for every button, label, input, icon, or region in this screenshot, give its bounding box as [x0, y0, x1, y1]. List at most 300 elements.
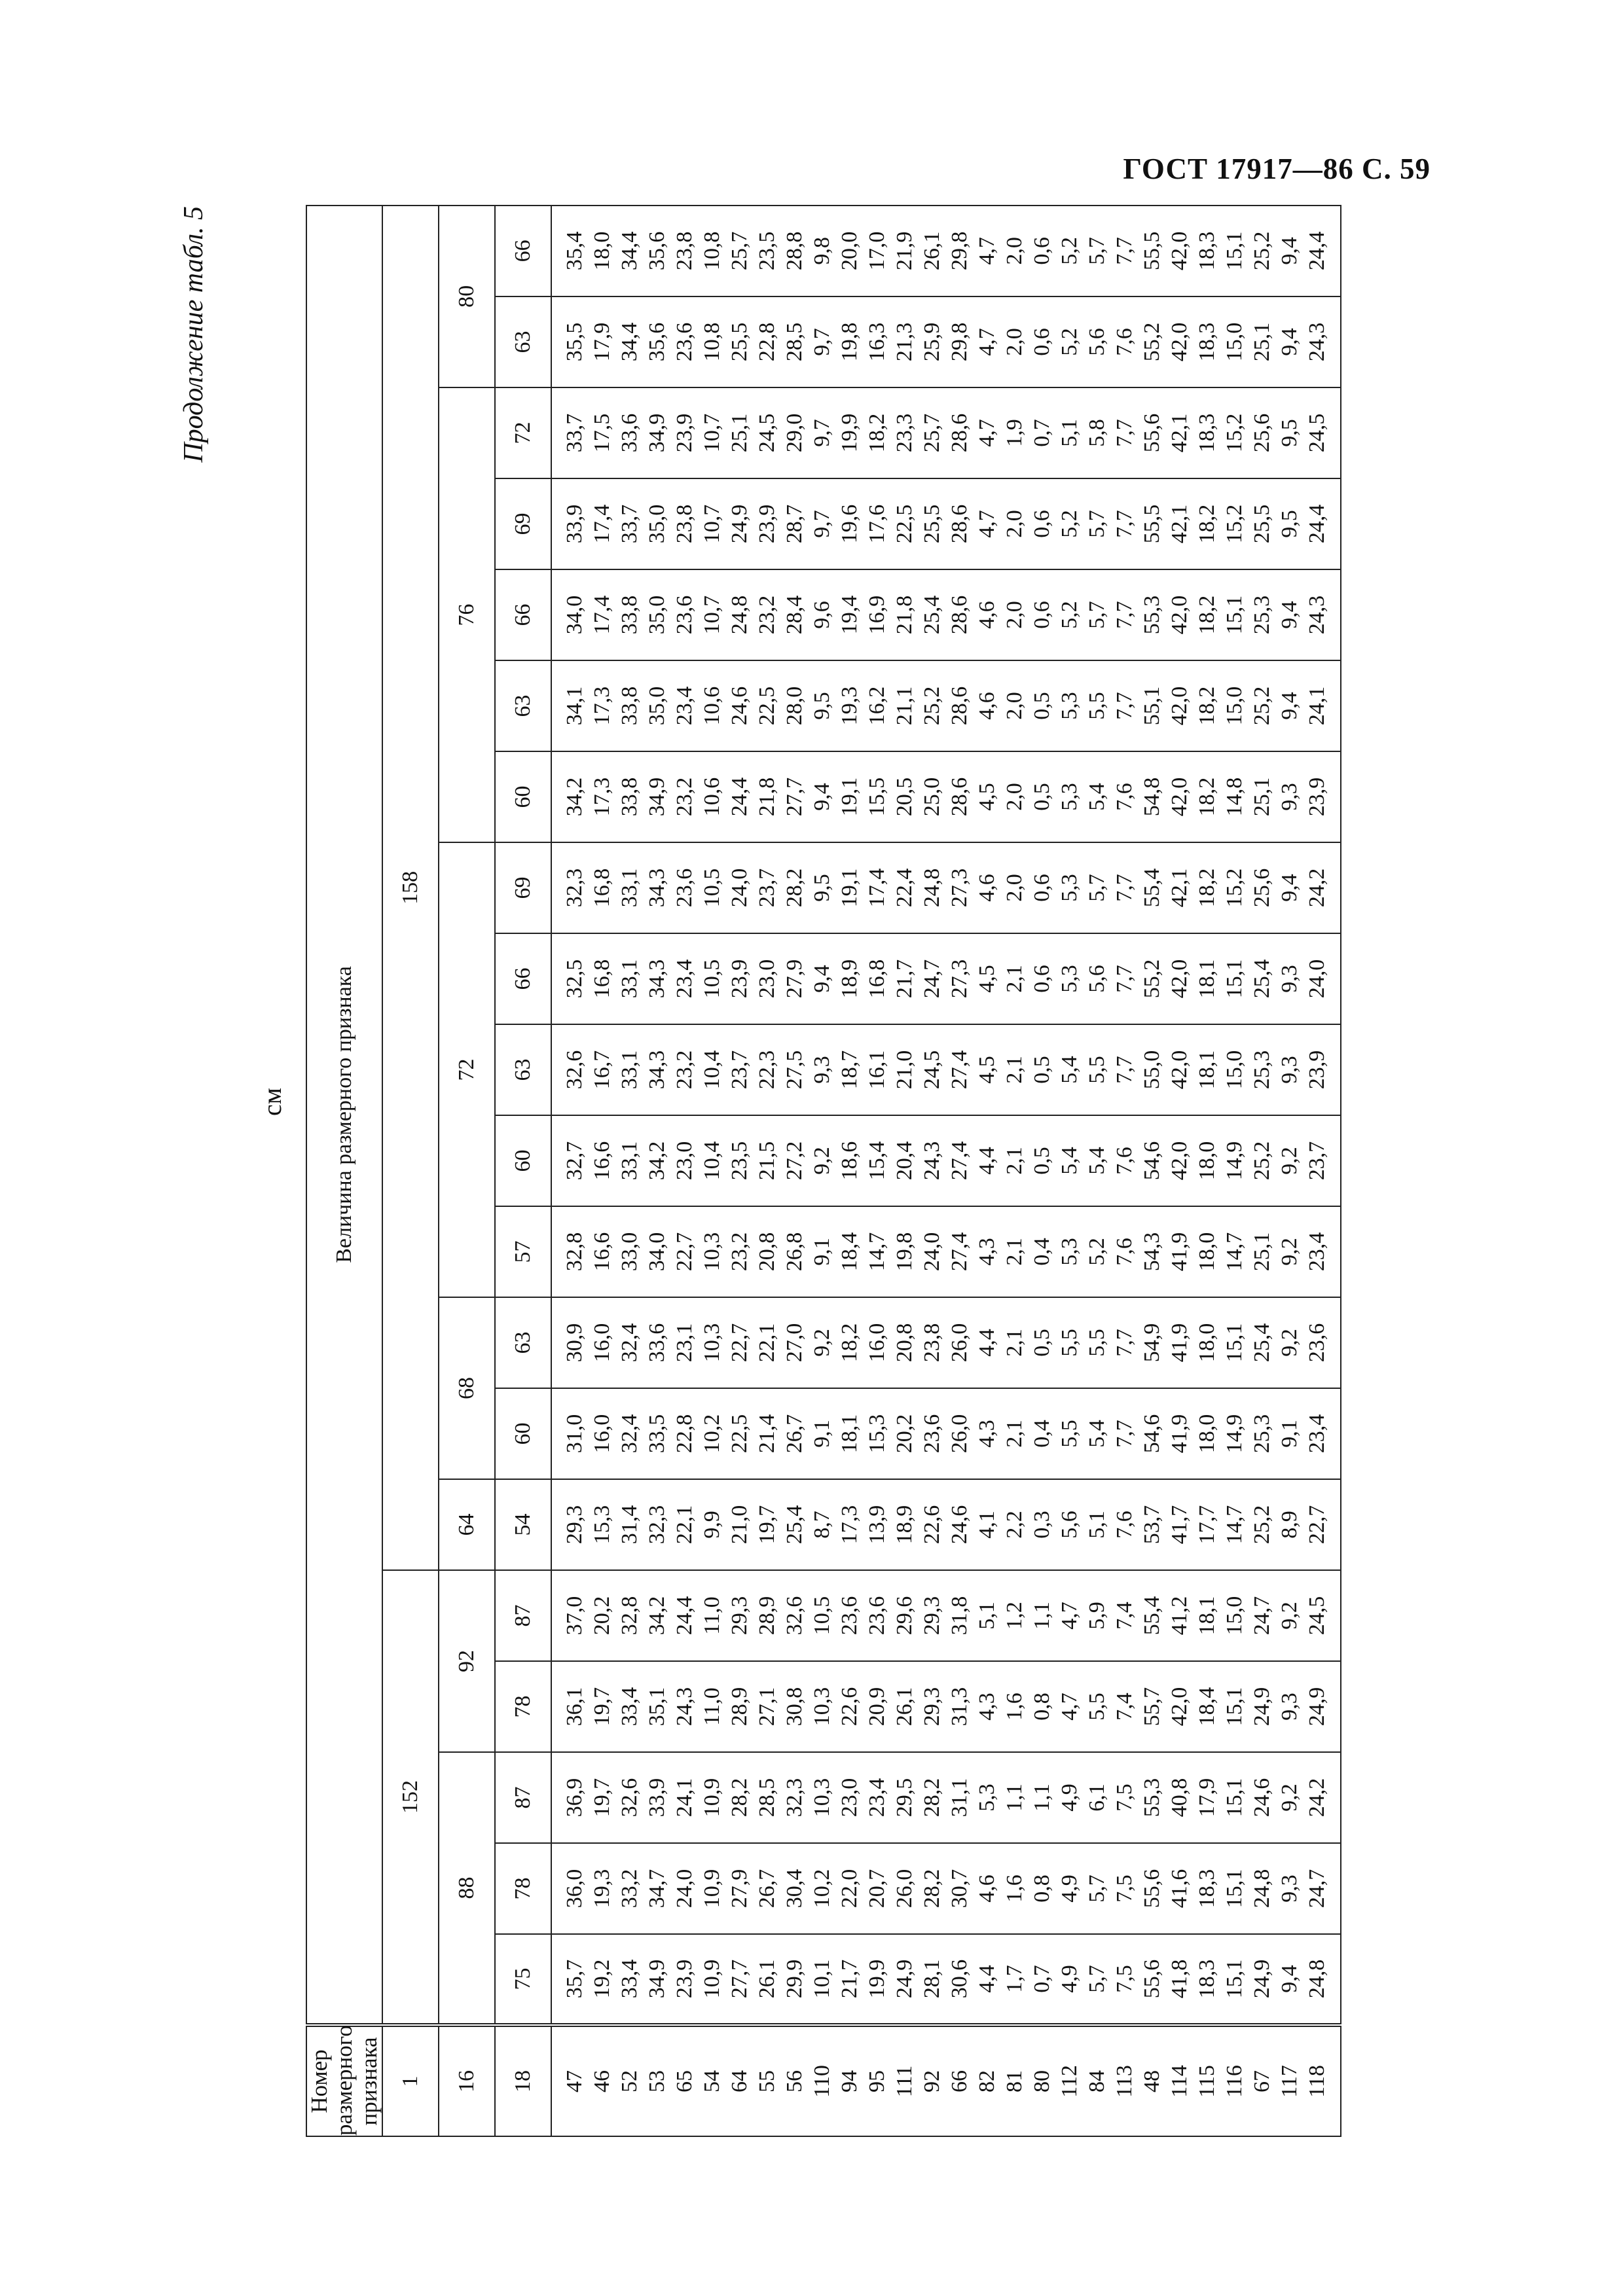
- value-cell: 22,8: [754, 296, 781, 387]
- value-cell: 9,9: [699, 1479, 726, 1570]
- value-cell: 9,3: [1276, 1661, 1304, 1752]
- value-cell: 5,7: [1084, 569, 1111, 660]
- value-cell: 23,5: [754, 206, 781, 296]
- value-cell: 25,4: [1249, 1297, 1276, 1388]
- value-cell: 4,4: [974, 1115, 1001, 1206]
- value-cell: 7,4: [1111, 1570, 1139, 1661]
- feature-number-cell: 117: [1276, 2025, 1304, 2136]
- value-cell: 34,4: [616, 206, 644, 296]
- value-cell: 0,5: [1029, 660, 1056, 751]
- value-cell: 25,7: [919, 387, 946, 478]
- value-cell: 15,2: [1221, 478, 1249, 569]
- feature-number-cell: 56: [781, 2025, 809, 2136]
- value-cell: 28,6: [946, 569, 974, 660]
- value-cell: 7,6: [1111, 1479, 1139, 1570]
- value-cell: 28,9: [726, 1661, 754, 1752]
- value-cell: 55,3: [1139, 1752, 1166, 1843]
- value-cell: 20,4: [891, 1115, 919, 1206]
- value-cell: 22,1: [754, 1297, 781, 1388]
- value-cell: 25,9: [919, 296, 946, 387]
- value-cell: 18,3: [1194, 387, 1221, 478]
- feature-number-cell: 55: [754, 2025, 781, 2136]
- value-cell: 4,6: [974, 569, 1001, 660]
- value-cell: 5,3: [1056, 751, 1084, 842]
- value-cell: 15,0: [1221, 1024, 1249, 1115]
- value-cell: 34,0: [644, 1206, 671, 1297]
- value-cell: 7,6: [1111, 296, 1139, 387]
- value-cell: 5,7: [1084, 1934, 1111, 2025]
- value-cell: 19,2: [589, 1934, 616, 2025]
- value-cell: 28,2: [919, 1752, 946, 1843]
- value-cell: 23,6: [919, 1388, 946, 1479]
- value-cell: 7,6: [1111, 1115, 1139, 1206]
- value-cell: 35,0: [644, 478, 671, 569]
- value-cell: 0,6: [1029, 569, 1056, 660]
- value-cell: 13,9: [864, 1479, 891, 1570]
- value-cell: 23,7: [1304, 1115, 1341, 1206]
- value-cell: 9,6: [809, 569, 836, 660]
- value-cell: 31,4: [616, 1479, 644, 1570]
- header-cell: 92: [439, 1570, 495, 1752]
- value-cell: 42,0: [1166, 1661, 1194, 1752]
- value-cell: 32,5: [551, 933, 589, 1024]
- value-cell: 16,2: [864, 660, 891, 751]
- value-cell: 35,7: [551, 1934, 589, 2025]
- value-cell: 5,3: [1056, 842, 1084, 933]
- value-cell: 5,5: [1084, 1661, 1111, 1752]
- value-cell: 4,9: [1056, 1843, 1084, 1934]
- value-cell: 0,6: [1029, 296, 1056, 387]
- value-cell: 18,0: [1194, 1115, 1221, 1206]
- value-cell: 18,0: [589, 206, 616, 296]
- value-cell: 55,4: [1139, 842, 1166, 933]
- value-cell: 18,1: [836, 1388, 864, 1479]
- value-cell: 26,0: [946, 1297, 974, 1388]
- value-cell: 2,0: [1001, 206, 1029, 296]
- value-cell: 15,4: [864, 1115, 891, 1206]
- value-cell: 23,6: [1304, 1297, 1341, 1388]
- value-cell: 10,5: [809, 1570, 836, 1661]
- value-cell: 25,2: [1249, 206, 1276, 296]
- value-cell: 34,2: [644, 1570, 671, 1661]
- header-cell: 78: [495, 1661, 551, 1752]
- value-cell: 9,2: [809, 1297, 836, 1388]
- value-cell: 23,3: [891, 387, 919, 478]
- value-cell: 28,7: [781, 478, 809, 569]
- value-cell: 24,3: [1304, 296, 1341, 387]
- value-cell: 4,5: [974, 933, 1001, 1024]
- value-cell: 22,6: [836, 1661, 864, 1752]
- feature-number-cell: 46: [589, 2025, 616, 2136]
- value-cell: 18,2: [1194, 751, 1221, 842]
- value-cell: 23,4: [671, 660, 699, 751]
- value-cell: 23,6: [864, 1570, 891, 1661]
- value-cell: 4,6: [974, 842, 1001, 933]
- value-cell: 5,6: [1056, 1479, 1084, 1570]
- value-cell: 14,9: [1221, 1115, 1249, 1206]
- table-row: [1139, 206, 1166, 2136]
- measurements-table: [306, 205, 1341, 2137]
- value-cell: 21,7: [891, 933, 919, 1024]
- value-cell: 23,4: [864, 1752, 891, 1843]
- value-cell: 10,1: [809, 1934, 836, 2025]
- value-cell: 35,5: [551, 296, 589, 387]
- value-cell: 22,0: [836, 1843, 864, 1934]
- header-cell: 75: [495, 1934, 551, 2025]
- value-cell: 42,0: [1166, 1024, 1194, 1115]
- value-cell: 16,9: [864, 569, 891, 660]
- value-cell: 4,3: [974, 1206, 1001, 1297]
- value-cell: 0,4: [1029, 1388, 1056, 1479]
- value-cell: 41,8: [1166, 1934, 1194, 2025]
- value-cell: 34,3: [644, 933, 671, 1024]
- value-cell: 0,8: [1029, 1843, 1056, 1934]
- value-cell: 35,4: [551, 206, 589, 296]
- value-cell: 17,9: [589, 296, 616, 387]
- value-cell: 23,0: [671, 1115, 699, 1206]
- value-cell: 41,2: [1166, 1570, 1194, 1661]
- value-cell: 9,4: [1276, 1934, 1304, 2025]
- feature-number-cell: 111: [891, 2025, 919, 2136]
- value-cell: 24,0: [919, 1206, 946, 1297]
- value-cell: 23,0: [754, 933, 781, 1024]
- value-cell: 2,1: [1001, 1024, 1029, 1115]
- value-cell: 4,9: [1056, 1934, 1084, 2025]
- value-cell: 7,5: [1111, 1752, 1139, 1843]
- value-cell: 19,4: [836, 569, 864, 660]
- table-row: [1166, 206, 1194, 2136]
- value-cell: 55,6: [1139, 387, 1166, 478]
- value-cell: 2,0: [1001, 569, 1029, 660]
- value-cell: 41,7: [1166, 1479, 1194, 1570]
- value-cell: 15,3: [864, 1388, 891, 1479]
- value-cell: 24,7: [1249, 1570, 1276, 1661]
- value-cell: 28,5: [781, 296, 809, 387]
- feature-number-cell: 67: [1249, 2025, 1276, 2136]
- feature-number-cell: 115: [1194, 2025, 1221, 2136]
- table-row: [726, 206, 754, 2136]
- value-cell: 5,3: [1056, 1206, 1084, 1297]
- value-cell: 54,6: [1139, 1388, 1166, 1479]
- value-cell: 15,0: [1221, 660, 1249, 751]
- table-row: [1221, 206, 1249, 2136]
- value-cell: 21,0: [726, 1479, 754, 1570]
- value-cell: 9,4: [1276, 842, 1304, 933]
- value-cell: 42,0: [1166, 1115, 1194, 1206]
- header-row-top: [306, 206, 382, 2136]
- value-cell: 9,4: [1276, 206, 1304, 296]
- header-cell: 69: [495, 842, 551, 933]
- value-cell: 22,5: [726, 1388, 754, 1479]
- value-cell: 24,7: [1304, 1843, 1341, 1934]
- value-cell: 20,9: [864, 1661, 891, 1752]
- value-cell: 9,5: [1276, 387, 1304, 478]
- value-cell: 2,0: [1001, 296, 1029, 387]
- value-cell: 0,7: [1029, 387, 1056, 478]
- value-cell: 9,1: [809, 1206, 836, 1297]
- value-cell: 30,7: [946, 1843, 974, 1934]
- value-cell: 21,7: [836, 1934, 864, 2025]
- value-cell: 30,4: [781, 1843, 809, 1934]
- header-row-1: [382, 206, 439, 2136]
- value-cell: 42,1: [1166, 842, 1194, 933]
- value-cell: 2,0: [1001, 660, 1029, 751]
- value-cell: 8,7: [809, 1479, 836, 1570]
- value-cell: 23,1: [671, 1297, 699, 1388]
- value-cell: 16,8: [864, 933, 891, 1024]
- value-cell: 10,2: [809, 1843, 836, 1934]
- value-cell: 1,1: [1029, 1752, 1056, 1843]
- value-cell: 4,7: [974, 296, 1001, 387]
- table-row: [1084, 206, 1111, 2136]
- header-cell: 72: [495, 387, 551, 478]
- value-cell: 23,6: [671, 842, 699, 933]
- value-cell: 15,5: [864, 751, 891, 842]
- header-row-3: [495, 206, 551, 2136]
- value-cell: 18,0: [1194, 1388, 1221, 1479]
- value-cell: 16,3: [864, 296, 891, 387]
- value-cell: 17,4: [864, 842, 891, 933]
- value-cell: 15,2: [1221, 387, 1249, 478]
- value-cell: 55,6: [1139, 1934, 1166, 2025]
- value-cell: 15,2: [1221, 842, 1249, 933]
- value-cell: 19,9: [864, 1934, 891, 2025]
- value-cell: 2,2: [1001, 1479, 1029, 1570]
- value-cell: 31,0: [551, 1388, 589, 1479]
- value-cell: 9,7: [809, 387, 836, 478]
- value-cell: 23,8: [671, 206, 699, 296]
- value-cell: 22,7: [671, 1206, 699, 1297]
- value-cell: 32,7: [551, 1115, 589, 1206]
- value-cell: 29,3: [919, 1661, 946, 1752]
- value-cell: 17,4: [589, 478, 616, 569]
- value-cell: 4,6: [974, 1843, 1001, 1934]
- value-cell: 24,9: [1249, 1934, 1276, 2025]
- value-cell: 55,7: [1139, 1661, 1166, 1752]
- value-cell: 9,7: [809, 296, 836, 387]
- value-cell: 5,3: [974, 1752, 1001, 1843]
- value-cell: 24,8: [1304, 1934, 1341, 2025]
- value-cell: 4,7: [974, 478, 1001, 569]
- value-cell: 35,1: [644, 1661, 671, 1752]
- value-cell: 10,8: [699, 296, 726, 387]
- value-cell: 17,4: [589, 569, 616, 660]
- value-cell: 9,3: [1276, 933, 1304, 1024]
- value-cell: 19,8: [891, 1206, 919, 1297]
- value-cell: 18,3: [1194, 206, 1221, 296]
- value-cell: 11,0: [699, 1661, 726, 1752]
- value-cell: 23,6: [671, 296, 699, 387]
- value-cell: 33,5: [644, 1388, 671, 1479]
- header-cell: 57: [495, 1206, 551, 1297]
- value-cell: 25,5: [726, 296, 754, 387]
- value-cell: 42,0: [1166, 569, 1194, 660]
- value-cell: 33,1: [616, 933, 644, 1024]
- value-cell: 27,7: [781, 751, 809, 842]
- value-cell: 25,4: [781, 1479, 809, 1570]
- value-cell: 1,9: [1001, 387, 1029, 478]
- value-cell: 10,5: [699, 933, 726, 1024]
- table-row: [919, 206, 946, 2136]
- table-row: [1001, 206, 1029, 2136]
- value-cell: 27,4: [946, 1206, 974, 1297]
- value-cell: 25,1: [1249, 1206, 1276, 1297]
- value-cell: 18,3: [1194, 1934, 1221, 2025]
- value-cell: 34,2: [551, 751, 589, 842]
- feature-number-cell: 113: [1111, 2025, 1139, 2136]
- value-cell: 24,0: [1304, 933, 1341, 1024]
- value-cell: 55,2: [1139, 296, 1166, 387]
- value-cell: 34,9: [644, 1934, 671, 2025]
- value-cell: 4,4: [974, 1934, 1001, 2025]
- value-cell: 33,1: [616, 1024, 644, 1115]
- header-cell: 60: [495, 751, 551, 842]
- value-cell: 16,7: [589, 1024, 616, 1115]
- header-cell: 152: [382, 1570, 439, 2025]
- value-cell: 6,1: [1084, 1752, 1111, 1843]
- value-cell: 33,4: [616, 1934, 644, 2025]
- value-cell: 24,0: [726, 842, 754, 933]
- value-cell: 5,4: [1084, 1388, 1111, 1479]
- value-cell: 4,7: [974, 387, 1001, 478]
- value-cell: 7,7: [1111, 1024, 1139, 1115]
- value-cell: 24,1: [1304, 660, 1341, 751]
- value-cell: 10,2: [699, 1388, 726, 1479]
- value-cell: 1,1: [1001, 1752, 1029, 1843]
- value-cell: 25,4: [1249, 933, 1276, 1024]
- value-cell: 27,3: [946, 933, 974, 1024]
- feature-value-header: Величина размерного признака: [306, 206, 382, 2025]
- feature-number-cell: 110: [809, 2025, 836, 2136]
- value-cell: 20,8: [754, 1206, 781, 1297]
- value-cell: 15,1: [1221, 1661, 1249, 1752]
- value-cell: 24,6: [726, 660, 754, 751]
- value-cell: 29,6: [891, 1570, 919, 1661]
- value-cell: 33,1: [616, 1115, 644, 1206]
- value-cell: 5,8: [1084, 387, 1111, 478]
- value-cell: 0,6: [1029, 206, 1056, 296]
- value-cell: 17,3: [589, 660, 616, 751]
- value-cell: 23,8: [919, 1297, 946, 1388]
- value-cell: 0,6: [1029, 478, 1056, 569]
- value-cell: 9,2: [1276, 1570, 1304, 1661]
- table-row: [809, 206, 836, 2136]
- value-cell: 23,8: [671, 478, 699, 569]
- value-cell: 18,2: [864, 387, 891, 478]
- value-cell: 33,4: [616, 1661, 644, 1752]
- value-cell: 15,3: [589, 1479, 616, 1570]
- value-cell: 24,3: [671, 1661, 699, 1752]
- table-row: [699, 206, 726, 2136]
- value-cell: 26,0: [891, 1843, 919, 1934]
- value-cell: 10,6: [699, 660, 726, 751]
- feature-number-cell: 112: [1056, 2025, 1084, 2136]
- value-cell: 34,1: [551, 660, 589, 751]
- value-cell: 18,2: [1194, 842, 1221, 933]
- value-cell: 4,7: [1056, 1661, 1084, 1752]
- value-cell: 21,9: [891, 206, 919, 296]
- value-cell: 34,3: [644, 842, 671, 933]
- value-cell: 7,6: [1111, 751, 1139, 842]
- value-cell: 37,0: [551, 1570, 589, 1661]
- value-cell: 35,0: [644, 569, 671, 660]
- value-cell: 7,7: [1111, 1297, 1139, 1388]
- value-cell: 27,4: [946, 1024, 974, 1115]
- table-row: [616, 206, 644, 2136]
- value-cell: 21,8: [754, 751, 781, 842]
- value-cell: 7,7: [1111, 569, 1139, 660]
- value-cell: 53,7: [1139, 1479, 1166, 1570]
- value-cell: 7,4: [1111, 1661, 1139, 1752]
- value-cell: 27,4: [946, 1115, 974, 1206]
- value-cell: 5,7: [1084, 478, 1111, 569]
- value-cell: 5,2: [1056, 478, 1084, 569]
- value-cell: 5,5: [1056, 1388, 1084, 1479]
- header-cell: 60: [495, 1115, 551, 1206]
- value-cell: 28,6: [946, 387, 974, 478]
- value-cell: 25,1: [1249, 751, 1276, 842]
- feature-number-cell: 80: [1029, 2025, 1056, 2136]
- table-row: [1029, 206, 1056, 2136]
- feature-number-cell: 84: [1084, 2025, 1111, 2136]
- value-cell: 27,9: [781, 933, 809, 1024]
- value-cell: 28,1: [919, 1934, 946, 2025]
- value-cell: 41,9: [1166, 1206, 1194, 1297]
- value-cell: 9,4: [809, 933, 836, 1024]
- value-cell: 14,8: [1221, 751, 1249, 842]
- value-cell: 23,0: [836, 1752, 864, 1843]
- value-cell: 27,7: [726, 1934, 754, 2025]
- value-cell: 9,4: [1276, 569, 1304, 660]
- value-cell: 23,5: [726, 1115, 754, 1206]
- value-cell: 42,0: [1166, 296, 1194, 387]
- value-cell: 18,2: [1194, 569, 1221, 660]
- value-cell: 24,9: [726, 478, 754, 569]
- table-row: [1304, 206, 1341, 2136]
- value-cell: 4,5: [974, 1024, 1001, 1115]
- value-cell: 25,3: [1249, 1388, 1276, 1479]
- value-cell: 0,5: [1029, 751, 1056, 842]
- value-cell: 23,9: [1304, 751, 1341, 842]
- value-cell: 4,9: [1056, 1752, 1084, 1843]
- value-cell: 27,5: [781, 1024, 809, 1115]
- value-cell: 29,0: [781, 387, 809, 478]
- feature-number-cell: 64: [726, 2025, 754, 2136]
- value-cell: 9,3: [1276, 751, 1304, 842]
- value-cell: 23,2: [671, 751, 699, 842]
- value-cell: 28,4: [781, 569, 809, 660]
- value-cell: 23,2: [671, 1024, 699, 1115]
- value-cell: 17,3: [836, 1479, 864, 1570]
- value-cell: 28,5: [754, 1752, 781, 1843]
- value-cell: 1,6: [1001, 1661, 1029, 1752]
- feature-number-cell: 118: [1304, 2025, 1341, 2136]
- value-cell: 1,2: [1001, 1570, 1029, 1661]
- value-cell: 10,7: [699, 569, 726, 660]
- value-cell: 18,1: [1194, 1024, 1221, 1115]
- value-cell: 22,5: [754, 660, 781, 751]
- header-cell: 66: [495, 569, 551, 660]
- value-cell: 24,4: [726, 751, 754, 842]
- value-cell: 55,6: [1139, 1843, 1166, 1934]
- value-cell: 20,2: [891, 1388, 919, 1479]
- value-cell: 1,1: [1029, 1570, 1056, 1661]
- value-cell: 4,6: [974, 660, 1001, 751]
- value-cell: 55,4: [1139, 1570, 1166, 1661]
- value-cell: 19,7: [754, 1479, 781, 1570]
- value-cell: 23,6: [671, 569, 699, 660]
- value-cell: 21,1: [891, 660, 919, 751]
